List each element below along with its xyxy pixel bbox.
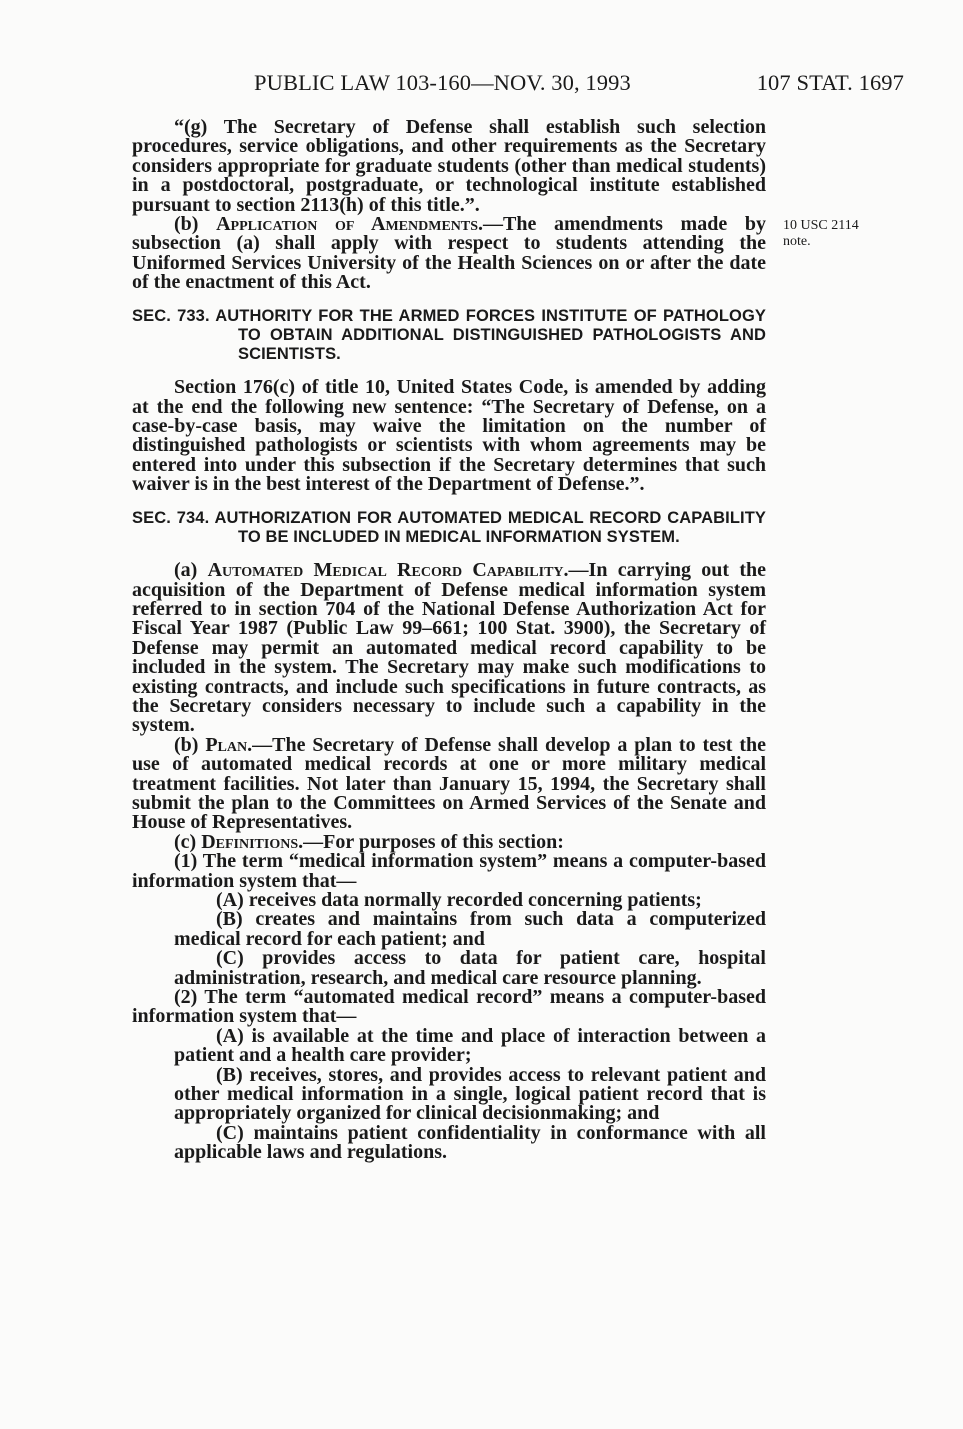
running-title: PUBLIC LAW 103-160—NOV. 30, 1993 bbox=[254, 70, 631, 95]
section-heading-733: SEC. 733. AUTHORITY FOR THE ARMED FORCES INSTITUTE OF PATHOLOGY TO OBTAIN ADDITIONAL DISTINGUISHED PATHOLOGISTS AND SCIENTISTS. bbox=[132, 306, 766, 364]
definition-1-a: (A) receives data normally recorded concerning patients; bbox=[216, 889, 702, 912]
definition-1-b: (B) creates and maintains from such data a computerized medical record for each patient; and bbox=[174, 908, 766, 950]
paragraph-b-plan bbox=[132, 733, 766, 834]
section-733-body: Section 176(c) of title 10, United States Code, is amended by adding at the end the following new sentence: “The Secretary of Defense, on a case-by-case basis, may waive the limitation on the number of distinguished pathologists or scientists with whom agreements may be entered into under this subsection if the Secretary determines that such waiver is in the best interest of the Department of Defense.”. bbox=[132, 376, 766, 496]
paragraph-body: .—The amendments made by subsection (a) shall apply with respect to students attending the Uniformed Services University of the Health Sciences on or after the date of the enactment of this Act. bbox=[132, 213, 766, 294]
paragraph-label: (c) bbox=[174, 830, 202, 853]
statute-page-number: 107 STAT. 1697 bbox=[756, 70, 904, 95]
definition-2-c: (C) maintains patient confidentiality in conformance with all applicable laws and regulations. bbox=[174, 1121, 766, 1164]
paragraph-body: .—The Secretary of Defense shall develop a plan to test the use of automated medical records at one or more military medical treatment facilities. Not later than January 15, 1994, the Secretary shall submit the plan to the Committees on Armed Services of the Senate and House of Representatives. bbox=[132, 733, 766, 834]
paragraph-heading: Automated Medical Record Capability bbox=[207, 559, 564, 582]
paragraph-label: (b) bbox=[174, 213, 217, 236]
section-heading-734: SEC. 734. AUTHORIZATION FOR AUTOMATED MEDICAL RECORD CAPABILITY TO BE INCLUDED IN MEDICAL INFORMATION SYSTEM. bbox=[132, 508, 766, 546]
definition-1: (1) The term “medical information system” means a computer-based information system that— bbox=[132, 850, 766, 892]
margin-citation bbox=[783, 218, 893, 250]
paragraph-g: “(g) The Secretary of Defense shall establish such selection procedures, service obligations, and other requirements as the Secretary considers appropriate for graduate students (other than medical students) in a postdoctoral, postgraduate, or technological institute established pursuant to section 2113(h) of this title.”. bbox=[132, 116, 766, 216]
paragraph-b-application bbox=[132, 215, 766, 293]
paragraph-body: .—In carrying out the acquisition of the Department of Defense medical information system referred to in section 704 of the National Defense Authorization Act for Fiscal Year 1987 (Public Law 99–661; 100 Stat. 3900), the Secretary of Defense may permit an automated medical record capability to be included in the system. The Secretary may make such modifications to existing contracts, and include such specifications in future contracts, as the Secretary considers necessary to include such a capability in the system. bbox=[132, 559, 766, 737]
page-header bbox=[132, 70, 904, 102]
definition-2: (2) The term “automated medical record” means a computer-based information system that— bbox=[132, 986, 766, 1028]
paragraph-label: (b) bbox=[174, 733, 206, 756]
paragraph-heading: Definitions bbox=[201, 830, 299, 853]
paragraph-label: (a) bbox=[174, 559, 208, 582]
definition-2-b: (B) receives, stores, and provides access to relevant patient and other medical information in a single, logical patient record that is appropriately organized for clinical decisionmaking; and bbox=[174, 1063, 766, 1125]
paragraph-heading: Application of Amendments bbox=[216, 213, 479, 236]
definition-1-c: (C) provides access to data for patient care, hospital administration, research, and medical care resource planning. bbox=[174, 947, 766, 989]
paragraph-a-capability bbox=[132, 561, 766, 736]
margin-citation-line: 10 USC 2114 bbox=[783, 218, 859, 233]
body-text bbox=[132, 118, 766, 1163]
margin-citation-line: note. bbox=[783, 234, 811, 249]
paragraph-heading: Plan bbox=[205, 733, 248, 756]
paragraph-body: .—For purposes of this section: bbox=[298, 830, 564, 853]
definition-2-a: (A) is available at the time and place of interaction between a patient and a health care provider; bbox=[174, 1024, 766, 1067]
